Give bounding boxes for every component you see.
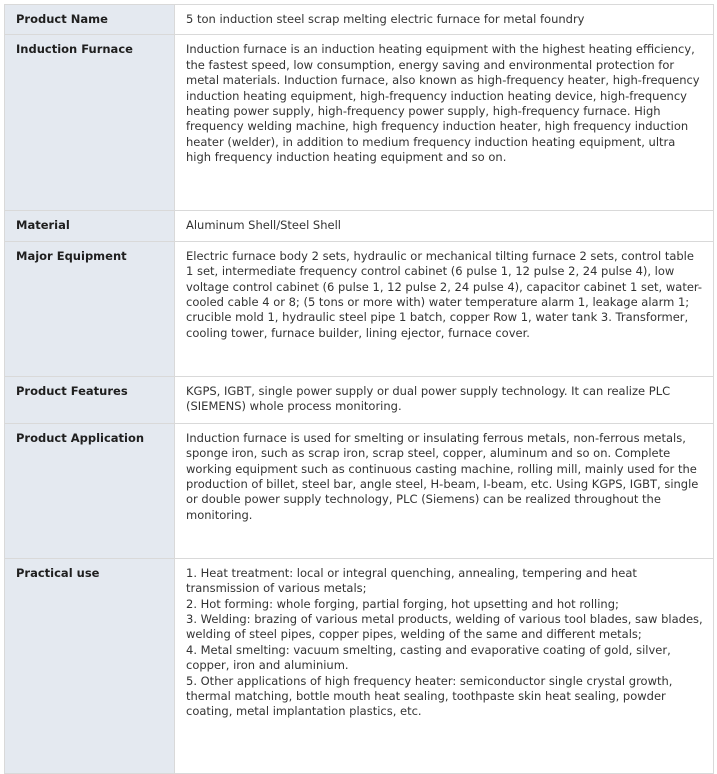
table-row xyxy=(5,5,714,35)
row-value: 1. Heat treatment: local or integral quenching, annealing, tempering and heat transmission of various metals; 2. Hot forming: whole forging, partial forging, hot upsetting and hot rolling; 3. Welding: brazing of various metal products, welding of various tool blades, saw blades, welding of steel pipes, copper pipes, welding of the same and different metals; 4. Metal smelting: vacuum smelting, casting and evaporative coating of gold, silver, copper, iron and aluminium. 5. Other applications of high frequency heater: semiconductor single crystal growth, thermal matching, bottle mouth heat sealing, toothpaste skin heat sealing, powder coating, metal implantation plastics, etc. xyxy=(175,558,714,773)
row-label: Major Equipment xyxy=(5,241,175,376)
row-value: KGPS, IGBT, single power supply or dual power supply technology. It can realize PLC (SIEMENS) whole process monitoring. xyxy=(175,376,714,423)
table-row xyxy=(5,241,714,376)
table-row xyxy=(5,423,714,558)
row-label: Product Features xyxy=(5,376,175,423)
row-value: Aluminum Shell/Steel Shell xyxy=(175,211,714,241)
row-label: Induction Furnace xyxy=(5,35,175,211)
table-row xyxy=(5,35,714,211)
row-value: Induction furnace is used for smelting or insulating ferrous metals, non-ferrous metals, sponge iron, such as scrap iron, scrap steel, copper, aluminum and so on. Complete working equipment such as continuous casting machine, rolling mill, mainly used for the production of billet, steel bar, angle steel, H-beam, I-beam, etc. Using KGPS, IGBT, single or double power supply technology, PLC (Siemens) can be realized throughout the monitoring. xyxy=(175,423,714,558)
table-row xyxy=(5,211,714,241)
row-label: Product Application xyxy=(5,423,175,558)
row-value: Electric furnace body 2 sets, hydraulic or mechanical tilting furnace 2 sets, control table 1 set, intermediate frequency control cabinet (6 pulse 1, 12 pulse 2, 24 pulse 4), low voltage control cabinet (6 pulse 1, 12 pulse 2, 24 pulse 4), capacitor cabinet 1 set, water-cooled cable 4 or 8; (5 tons or more with) water temperature alarm 1, leakage alarm 1; crucible mold 1, hydraulic steel pipe 1 batch, copper Row 1, water tank 3. Transformer, cooling tower, furnace builder, lining ejector, furnace cover. xyxy=(175,241,714,376)
row-label: Practical use xyxy=(5,558,175,773)
table-row xyxy=(5,558,714,773)
table-row xyxy=(5,376,714,423)
row-value: 5 ton induction steel scrap melting electric furnace for metal foundry xyxy=(175,5,714,35)
row-label: Material xyxy=(5,211,175,241)
product-spec-table xyxy=(4,4,714,774)
row-label: Product Name xyxy=(5,5,175,35)
row-value: Induction furnace is an induction heating equipment with the highest heating efficiency, the fastest speed, low consumption, energy saving and environmental protection for metal materials. Induction furnace, also known as high-frequency heater, high-frequency induction heating equipment, high-frequency induction heating device, high-frequency heating power supply, high-frequency power supply, high-frequency furnace. High frequency welding machine, high frequency induction heater, high frequency induction heater (welder), in addition to medium frequency induction heating equipment, ultra high frequency induction heating equipment and so on. xyxy=(175,35,714,211)
